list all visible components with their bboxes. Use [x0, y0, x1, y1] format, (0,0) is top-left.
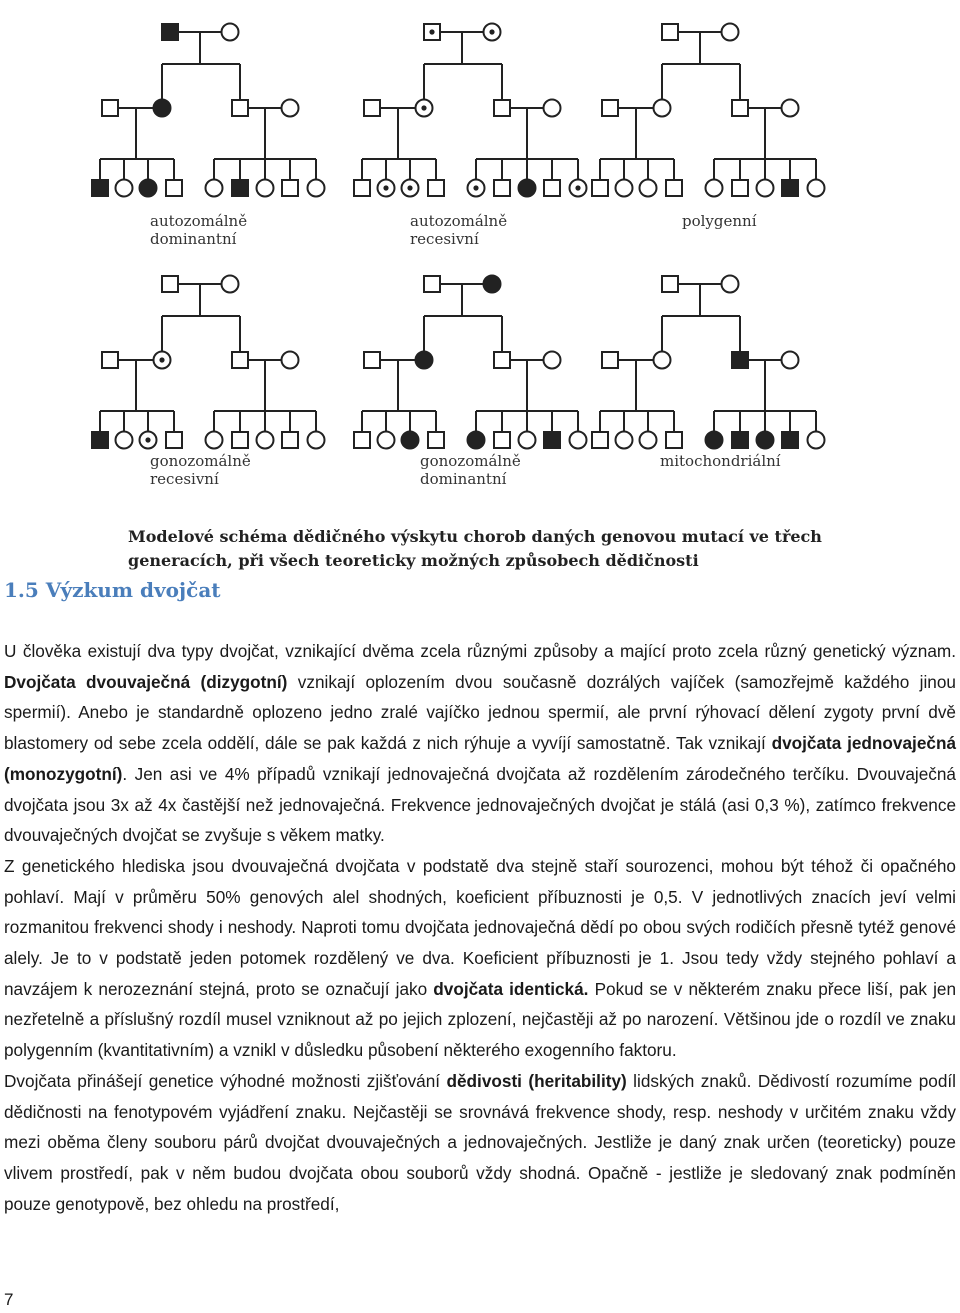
bold-term: Dvojčata dvouvaječná (dizygotní): [4, 671, 288, 692]
figure-caption-line2: generacích, při všech teoreticky možných způsobech dědičnosti: [128, 551, 699, 570]
male-symbol: [364, 352, 380, 368]
affected-female-symbol: [402, 432, 419, 449]
affected-female-symbol: [154, 100, 171, 117]
female-symbol: [206, 180, 223, 197]
male-symbol: [166, 432, 182, 448]
male-symbol: [354, 180, 370, 196]
female-symbol: [116, 432, 133, 449]
male-symbol: [602, 352, 618, 368]
female-symbol: [308, 432, 325, 449]
text-run: U člověka existují dva typy dvojčat, vznikající dvěma zcela různými způsoby a mající proto zcela různý genetický význam.: [4, 641, 956, 661]
male-symbol: [662, 276, 678, 292]
affected-female-symbol: [468, 432, 485, 449]
carrier-dot: [429, 29, 434, 34]
female-symbol: [808, 180, 825, 197]
female-symbol: [782, 352, 799, 369]
figure-caption-line1: Modelové schéma dědičného výskytu chorob daných genovou mutací ve třech: [128, 527, 822, 546]
male-symbol: [732, 100, 748, 116]
carrier-dot: [159, 357, 164, 362]
affected-male-symbol: [782, 180, 798, 196]
text-run: lidských znaků. Dědivostí rozumíme podíl dědičnosti na fenotypovém vyjádření znaku. Nejčastěji se srovnává frekvence shody, resp. neshody v určitém znaku vždy mezi oběma členy souboru párů dvojčat dvouvaječných a jednovaječných. Jestliže je daný znak určen (teoreticky) pouze vlivem prostředí, pak v něm budou dvojčata obou souborů vždy shodná. Opačně - jestliže je sledovaný znak podmíněn pouze genotypově, bez ohledu na prostředí,: [4, 1070, 957, 1214]
affected-male-symbol: [92, 180, 108, 196]
affected-female-symbol: [519, 180, 536, 197]
panel-label: mitochondriální: [660, 452, 781, 470]
affected-male-symbol: [232, 180, 248, 196]
affected-female-symbol: [706, 432, 723, 449]
female-symbol: [544, 100, 561, 117]
text-run: Z genetického hlediska jsou dvouvaječná dvojčata v podstatě dva stejně staří sourozenci, mohou být téhož či opačného pohlaví. Mají v průměru 50% genových alel shodných, koeficient příbuznosti je 0,5. V jednotlivých znacích jeví velmi rozmanitou frekvenci shody i neshody. Naproti tomu dvojčata jednovaječná dědí po obou svých rodičích přesně tytéž genové alely. Je to v podstatě jeden potomek rozdělený ve dva. Koeficient příbuznosti je 1. Jsou tedy vždy stejného pohlaví a navzájem k nerozeznání stejná, proto se označují jako: [4, 855, 956, 999]
affected-female-symbol: [416, 352, 433, 369]
panel-label: recesivní: [410, 230, 479, 248]
paragraph-1: [4, 636, 956, 851]
affected-male-symbol: [544, 432, 560, 448]
body-text: [4, 636, 956, 1219]
female-symbol: [282, 352, 299, 369]
male-symbol: [232, 352, 248, 368]
female-symbol: [757, 180, 774, 197]
female-symbol: [640, 180, 657, 197]
bold-term: dědivosti (heritability): [446, 1070, 627, 1091]
female-symbol: [257, 432, 274, 449]
carrier-dot: [383, 185, 388, 190]
carrier-dot: [473, 185, 478, 190]
male-symbol: [364, 100, 380, 116]
affected-male-symbol: [732, 432, 748, 448]
affected-male-symbol: [732, 352, 748, 368]
female-symbol: [222, 24, 239, 41]
carrier-dot: [489, 29, 494, 34]
female-symbol: [570, 432, 587, 449]
affected-male-symbol: [92, 432, 108, 448]
affected-female-symbol: [757, 432, 774, 449]
panel-label: recesivní: [150, 470, 219, 488]
male-symbol: [166, 180, 182, 196]
female-symbol: [640, 432, 657, 449]
female-symbol: [206, 432, 223, 449]
female-symbol: [222, 276, 239, 293]
female-symbol: [308, 180, 325, 197]
male-symbol: [666, 432, 682, 448]
paragraph-3: [4, 1066, 956, 1220]
male-symbol: [592, 180, 608, 196]
bold-term: dvojčata identická.: [433, 978, 589, 999]
male-symbol: [494, 100, 510, 116]
affected-male-symbol: [162, 24, 178, 40]
male-symbol: [232, 100, 248, 116]
text-run: . Jen asi ve 4% případů vznikají jednovaječná dvojčata až rozdělením zárodečného terčíku. Dvouvaječná dvojčata jsou 3x až 4x častější než jednovaječná. Frekvence jednovaječných dvojčat je stálá (asi 0,3 %), zatímco frekvence dvouvaječných dvojčat se zvyšuje s věkem matky.: [4, 763, 956, 846]
male-symbol: [232, 432, 248, 448]
male-symbol: [424, 276, 440, 292]
text-run: Dvojčata přinášejí genetice výhodné možnosti zjišťování: [4, 1070, 447, 1091]
carrier-dot: [145, 437, 150, 442]
panel-label: gonozomálně: [150, 452, 251, 470]
female-symbol: [544, 352, 561, 369]
female-symbol: [616, 180, 633, 197]
male-symbol: [354, 432, 370, 448]
female-symbol: [257, 180, 274, 197]
female-symbol: [616, 432, 633, 449]
panel-label: autozomálně: [410, 212, 508, 230]
carrier-dot: [575, 185, 580, 190]
panel-label: dominantní: [420, 470, 507, 488]
carrier-dot: [407, 185, 412, 190]
male-symbol: [592, 432, 608, 448]
affected-female-symbol: [140, 180, 157, 197]
male-symbol: [494, 180, 510, 196]
female-symbol: [116, 180, 133, 197]
panel-label: autozomálně: [150, 212, 248, 230]
female-symbol: [722, 24, 739, 41]
pedigree-figure: [90, 4, 850, 576]
male-symbol: [428, 180, 444, 196]
male-symbol: [732, 180, 748, 196]
pedigree-diagram: [90, 4, 850, 576]
panel-label: polygenní: [682, 212, 757, 230]
paragraph-2: [4, 851, 956, 1066]
male-symbol: [544, 180, 560, 196]
female-symbol: [654, 100, 671, 117]
panel-label: dominantní: [150, 230, 237, 248]
female-symbol: [722, 276, 739, 293]
male-symbol: [494, 352, 510, 368]
male-symbol: [102, 100, 118, 116]
male-symbol: [662, 24, 678, 40]
male-symbol: [102, 352, 118, 368]
male-symbol: [666, 180, 682, 196]
page-number: 7: [4, 1290, 14, 1309]
male-symbol: [162, 276, 178, 292]
text-run: vznikají oplozením dvou současně dozrálých vajíček (samozřejmě každého jinou spermií). Anebo je standardně oplozeno jedno zralé vajíčko jednou spermií, ale první rýhovací dělení zygoty první dvě blastomery od sebe zcela oddělí, dále se pak každá z nich rýhuje a vyvíjí samostatně. Tak vznikají: [4, 671, 956, 754]
female-symbol: [519, 432, 536, 449]
male-symbol: [428, 432, 444, 448]
carrier-dot: [421, 105, 426, 110]
male-symbol: [494, 432, 510, 448]
affected-female-symbol: [484, 276, 501, 293]
female-symbol: [782, 100, 799, 117]
male-symbol: [282, 432, 298, 448]
male-symbol: [282, 180, 298, 196]
affected-male-symbol: [782, 432, 798, 448]
panel-label: gonozomálně: [420, 452, 521, 470]
text-run: Pokud se v některém znaku přece liší, pak jen nezřetelně a příslušný rozdíl musel vzniknout až po jejich zplození, nejčastěji až po narození. Většinou jde o rozdíl ve znaku polygenním (kvantitativním) a vznikl v důsledku působení některého exogenního faktoru.: [4, 978, 957, 1061]
female-symbol: [654, 352, 671, 369]
bold-term: dvojčata jednovaječná (monozygotní): [4, 733, 956, 784]
female-symbol: [378, 432, 395, 449]
female-symbol: [282, 100, 299, 117]
male-symbol: [602, 100, 618, 116]
female-symbol: [706, 180, 723, 197]
female-symbol: [808, 432, 825, 449]
section-heading: 1.5 Výzkum dvojčat: [4, 578, 221, 602]
